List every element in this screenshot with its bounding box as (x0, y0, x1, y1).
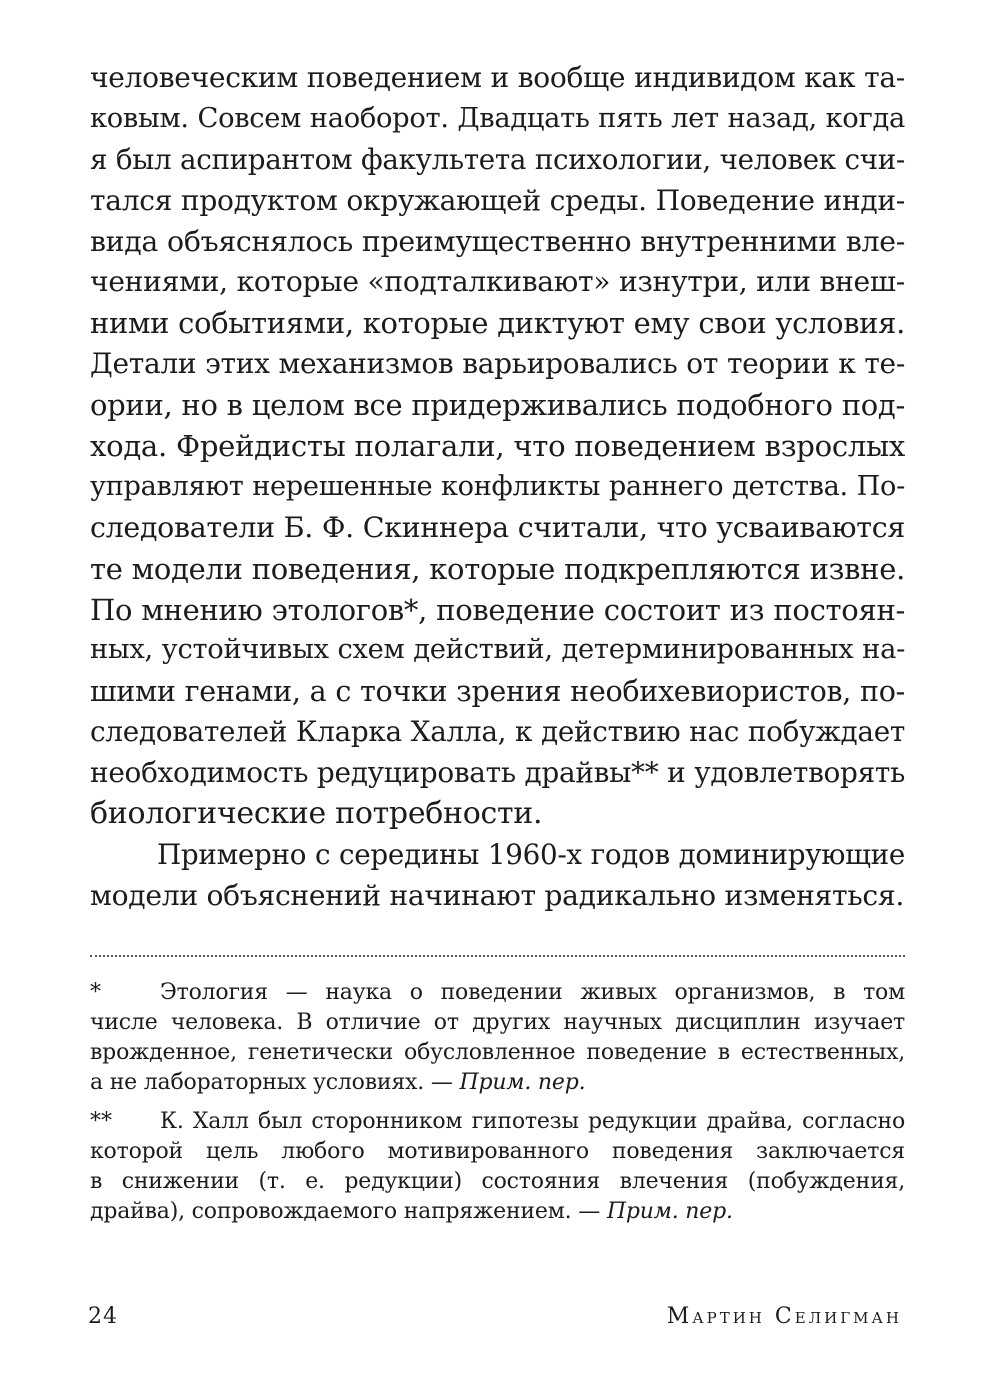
footnote-text: а не лабораторных условиях. (90, 1070, 425, 1095)
footnote-line: в снижении (т. е. редукции) состояния влечения (побуждения, (90, 1169, 905, 1194)
page-number: 24 (88, 1304, 118, 1329)
text-line: необходимость редуцировать драйвы** и удовлетворять (90, 756, 905, 790)
footnote (90, 978, 905, 1098)
main-text (90, 58, 905, 917)
text-line: человеческим поведением и вообще индивидом как та- (90, 61, 905, 94)
translator-note: Прим. пер. (459, 1070, 586, 1095)
footnote-text: драйва), сопровождаемого напряжением. (90, 1199, 572, 1224)
text-line: следователи Б. Ф. Скиннера считали, что усваиваются (90, 510, 905, 544)
text-line: ними событиями, которые диктуют ему свои условия. (90, 306, 905, 341)
text-line: Примерно с середины 1960-х годов доминирующие (157, 837, 905, 871)
footnote-separator (90, 955, 905, 957)
text-line: тался продуктом окружающей среды. Поведение инди- (90, 183, 905, 217)
footnote-line: К. Халл был сторонником гипотезы редукции драйва, согласно (160, 1109, 905, 1134)
text-line: чениями, которые «подталкивают» изнутри, или внеш- (90, 265, 905, 299)
text-line: ории, но в целом все придерживались подобного под- (90, 388, 905, 423)
text-line: вида объяснялось преимущественно внутренними вле- (90, 224, 905, 258)
text-line: Детали этих механизмов варьировались от теории к те- (90, 347, 905, 381)
footnote-line: врожденное, генетически обусловленное поведение в естественных, (90, 1040, 905, 1065)
text-line: ных, устойчивых схем действий, детерминированных на- (90, 634, 905, 666)
footnote-line: Этология — наука о поведении живых организмов, в том (160, 980, 905, 1005)
running-head: Мартин Селигман (666, 1304, 902, 1329)
text-line: ковым. Совсем наоборот. Двадцать пять лет назад, когда (90, 102, 905, 134)
translator-note: Прим. пер. (606, 1199, 733, 1224)
footnote-line (90, 1197, 905, 1227)
text-line: те модели поведения, которые подкрепляются извне. (90, 551, 905, 586)
text-line: хода. Фрейдисты полагали, что поведением взрослых (90, 429, 905, 464)
text-line: управляют нерешенные конфликты раннего детства. По- (90, 470, 905, 502)
text-line: я был аспирантом факультета психологии, человек счи- (90, 142, 905, 176)
footnote-line: числе человека. В отличие от других научных дисциплин изучает (90, 1010, 905, 1035)
text-line: По мнению этологов*, поведение состоит из постоян- (90, 592, 905, 627)
footnotes (90, 978, 905, 1236)
footnote-dash: — (424, 1070, 460, 1095)
footnote-marker: ** (90, 1109, 112, 1134)
text-line: модели объяснений начинают радикально изменяться. (90, 878, 905, 912)
footnote-line (90, 1068, 905, 1098)
text-line: шими генами, а с точки зрения необихевиористов, по- (90, 674, 905, 709)
footnote-line: которой цель любого мотивированного поведения заключается (90, 1139, 905, 1164)
text-line: биологические потребности. (90, 796, 543, 832)
footnote-marker: * (90, 980, 101, 1005)
text-line: следователей Кларка Халла, к действию нас побуждает (90, 715, 905, 749)
footnote (90, 1107, 905, 1227)
footnote-dash: — (571, 1199, 607, 1224)
